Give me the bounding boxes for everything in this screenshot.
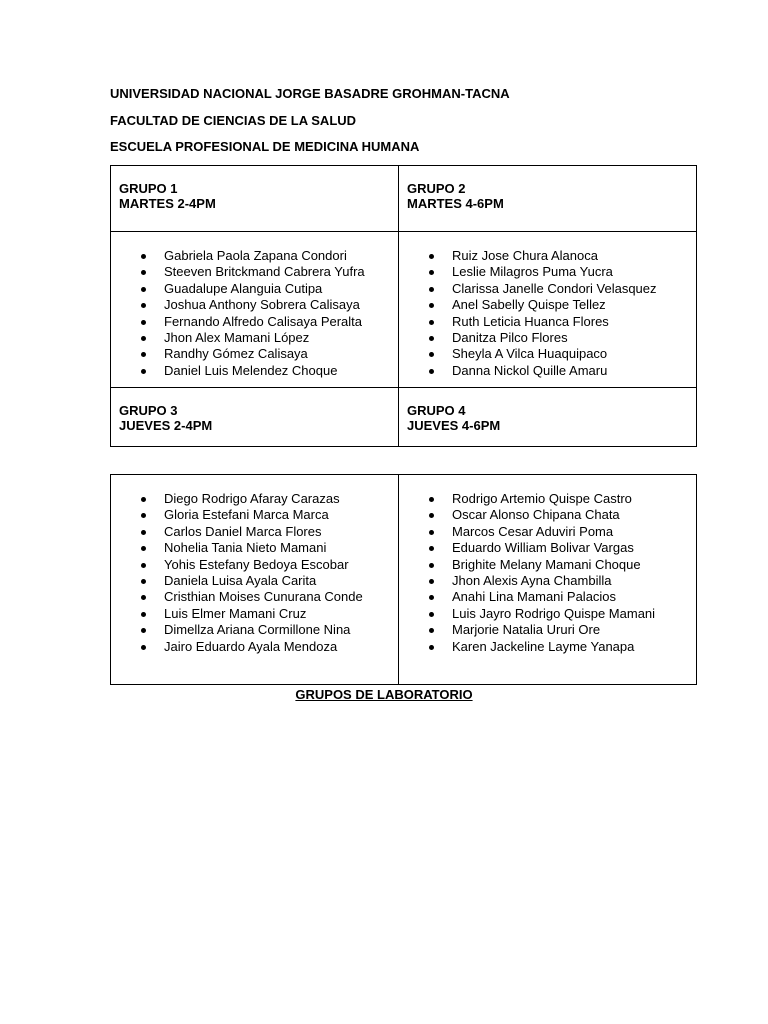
member-name: Dimellza Ariana Cormillone Nina <box>164 622 351 638</box>
bullet-icon <box>429 352 434 357</box>
member-name: Brighite Melany Mamani Choque <box>452 556 641 572</box>
bullet-icon <box>429 645 434 650</box>
member-name: Gloria Estefani Marca Marca <box>164 507 329 523</box>
list-item <box>399 639 696 655</box>
member-name: Guadalupe Alanguia Cutipa <box>164 280 323 296</box>
bullet-icon <box>429 254 434 259</box>
member-name: Oscar Alonso Chipana Chata <box>452 507 620 523</box>
list-item <box>399 330 696 346</box>
bullet-icon <box>141 628 146 633</box>
bullet-icon <box>429 563 434 568</box>
member-name: Danitza Pilco Flores <box>452 330 568 346</box>
bullet-icon <box>141 336 146 341</box>
group-3-title: GRUPO 3 <box>119 403 178 418</box>
bullet-icon <box>141 612 146 617</box>
group-3-member-list <box>111 475 398 655</box>
list-item <box>111 507 398 523</box>
member-name: Danna Nickol Quille Amaru <box>452 362 608 378</box>
list-item <box>111 639 398 655</box>
member-name: Carlos Daniel Marca Flores <box>164 523 322 539</box>
group-2-schedule: MARTES 4-6PM <box>407 196 504 211</box>
list-item <box>399 297 696 313</box>
member-name: Fernando Alfredo Calisaya Peralta <box>164 313 363 329</box>
member-name: Luis Elmer Mamani Cruz <box>164 605 307 621</box>
group-header-row <box>111 166 697 232</box>
group-4-schedule: JUEVES 4-6PM <box>407 418 501 433</box>
bullet-icon <box>429 530 434 535</box>
list-item <box>399 281 696 297</box>
group-3-schedule: JUEVES 2-4PM <box>119 418 213 433</box>
group-3-header <box>111 388 399 447</box>
bullet-icon <box>429 287 434 292</box>
member-name: Marjorie Natalia Ururi Ore <box>452 622 601 638</box>
member-name: Jairo Eduardo Ayala Mendoza <box>164 638 338 654</box>
groups-table-top <box>110 165 697 447</box>
member-name: Cristhian Moises Cunurana Conde <box>164 589 363 605</box>
bullet-icon <box>141 546 146 551</box>
group-1-member-list <box>111 232 398 379</box>
bullet-icon <box>429 513 434 518</box>
member-name: Daniel Luis Melendez Choque <box>164 362 338 378</box>
bullet-icon <box>141 303 146 308</box>
list-item <box>399 589 696 605</box>
group-2-header <box>399 166 697 232</box>
list-item <box>399 491 696 507</box>
group-2-members <box>399 232 697 388</box>
university-name: UNIVERSIDAD NACIONAL JORGE BASADRE GROHMAN-TACNA <box>110 86 510 101</box>
member-name: Eduardo William Bolivar Vargas <box>452 540 634 556</box>
list-item <box>399 264 696 280</box>
bullet-icon <box>141 320 146 325</box>
list-item <box>399 557 696 573</box>
group-1-title: GRUPO 1 <box>119 181 178 196</box>
list-item <box>399 540 696 556</box>
member-name: Ruiz Jose Chura Alanoca <box>452 248 598 263</box>
bullet-icon <box>429 270 434 275</box>
faculty-name: FACULTAD DE CIENCIAS DE LA SALUD <box>110 113 357 128</box>
list-item <box>399 363 696 379</box>
bullet-icon <box>141 497 146 502</box>
group-1-members <box>111 232 399 388</box>
member-name: Gabriela Paola Zapana Condori <box>164 248 347 263</box>
member-name: Jhon Alexis Ayna Chambilla <box>452 573 612 589</box>
member-name: Steeven Britckmand Cabrera Yufra <box>164 264 365 280</box>
list-item <box>399 606 696 622</box>
bullet-icon <box>141 270 146 275</box>
list-item <box>111 622 398 638</box>
list-item <box>111 540 398 556</box>
member-name: Rodrigo Artemio Quispe Castro <box>452 491 632 506</box>
member-name: Sheyla A Vilca Huaquipaco <box>452 346 608 362</box>
group-3-members <box>111 475 399 685</box>
member-name: Diego Rodrigo Afaray Carazas <box>164 491 340 506</box>
bullet-icon <box>429 628 434 633</box>
group-4-title: GRUPO 4 <box>407 403 466 418</box>
group-members-row <box>111 475 697 685</box>
member-name: Joshua Anthony Sobrera Calisaya <box>164 297 360 313</box>
bullet-icon <box>429 336 434 341</box>
list-item <box>111 524 398 540</box>
group-4-member-list <box>399 475 696 655</box>
bullet-icon <box>141 369 146 374</box>
member-name: Anel Sabelly Quispe Tellez <box>452 297 606 313</box>
group-1-schedule: MARTES 2-4PM <box>119 196 216 211</box>
member-name: Nohelia Tania Nieto Mamani <box>164 540 327 556</box>
list-item <box>399 314 696 330</box>
bullet-icon <box>429 497 434 502</box>
list-item <box>399 573 696 589</box>
member-name: Luis Jayro Rodrigo Quispe Mamani <box>452 605 656 621</box>
member-name: Ruth Leticia Huanca Flores <box>452 313 609 329</box>
list-item <box>111 248 398 264</box>
bullet-icon <box>141 530 146 535</box>
member-name: Randhy Gómez Calisaya <box>164 346 308 362</box>
list-item <box>399 248 696 264</box>
list-item <box>399 507 696 523</box>
bullet-icon <box>141 352 146 357</box>
member-name: Clarissa Janelle Condori Velasquez <box>452 280 657 296</box>
group-1-header <box>111 166 399 232</box>
list-item <box>111 314 398 330</box>
list-item <box>111 557 398 573</box>
list-item <box>111 491 398 507</box>
group-2-title: GRUPO 2 <box>407 181 466 196</box>
bullet-icon <box>141 254 146 259</box>
bullet-icon <box>429 595 434 600</box>
school-name: ESCUELA PROFESIONAL DE MEDICINA HUMANA <box>110 139 420 154</box>
bullet-icon <box>429 612 434 617</box>
member-name: Jhon Alex Mamani López <box>164 330 310 346</box>
bullet-icon <box>141 579 146 584</box>
bullet-icon <box>141 595 146 600</box>
groups-table-bottom <box>110 474 697 685</box>
member-name: Daniela Luisa Ayala Carita <box>164 573 317 589</box>
bullet-icon <box>141 563 146 568</box>
list-item <box>111 346 398 362</box>
list-item <box>111 297 398 313</box>
group-2-member-list <box>399 232 696 379</box>
document-title: GRUPOS DE LABORATORIO <box>295 687 473 702</box>
bullet-icon <box>141 287 146 292</box>
list-item <box>111 264 398 280</box>
bullet-icon <box>429 369 434 374</box>
list-item <box>111 281 398 297</box>
list-item <box>399 524 696 540</box>
list-item <box>111 573 398 589</box>
list-item <box>399 346 696 362</box>
member-name: Anahi Lina Mamani Palacios <box>452 589 617 605</box>
group-4-members <box>399 475 697 685</box>
bullet-icon <box>141 513 146 518</box>
list-item <box>111 363 398 379</box>
group-members-row <box>111 232 697 388</box>
bullet-icon <box>429 303 434 308</box>
list-item <box>111 330 398 346</box>
bullet-icon <box>429 579 434 584</box>
member-name: Yohis Estefany Bedoya Escobar <box>164 556 349 572</box>
group-header-row <box>111 388 697 447</box>
group-4-header <box>399 388 697 447</box>
list-item <box>111 589 398 605</box>
list-item <box>399 622 696 638</box>
member-name: Karen Jackeline Layme Yanapa <box>452 638 635 654</box>
member-name: Leslie Milagros Puma Yucra <box>452 264 613 280</box>
member-name: Marcos Cesar Aduviri Poma <box>452 523 614 539</box>
bullet-icon <box>141 645 146 650</box>
list-item <box>111 606 398 622</box>
bullet-icon <box>429 546 434 551</box>
bullet-icon <box>429 320 434 325</box>
